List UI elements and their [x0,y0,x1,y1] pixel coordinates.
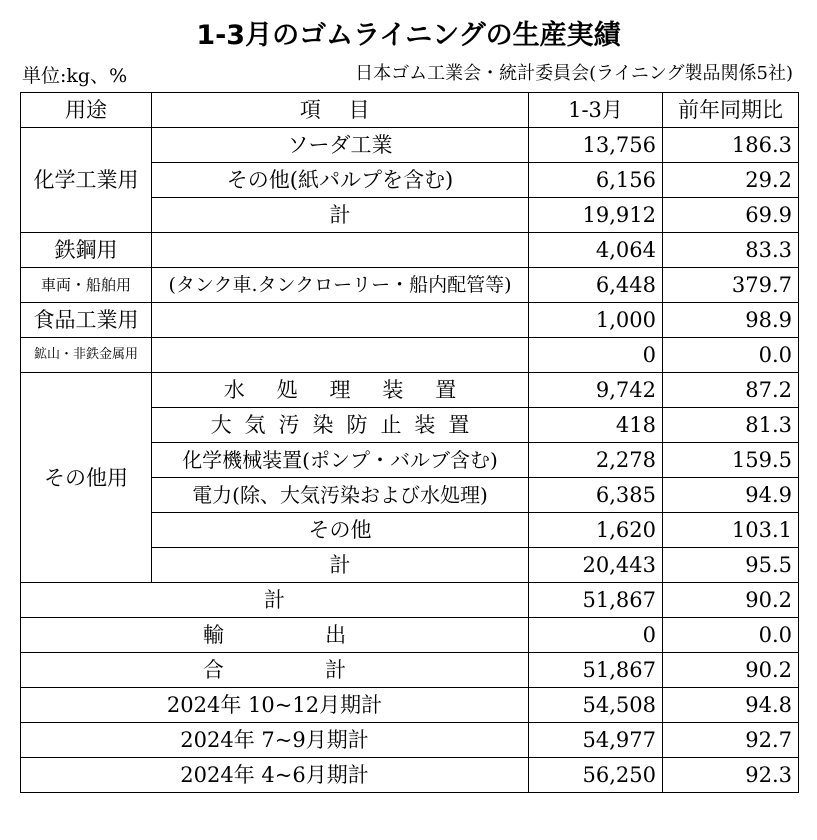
ratio-cell: 69.9 [663,198,799,233]
table-row [21,338,799,373]
ratio-cell: 0.0 [663,618,799,653]
item-cell: (タンク車.タンクローリー・船内配管等) [152,268,529,303]
item-cell: その他 [152,513,529,548]
ratio-cell: 94.9 [663,478,799,513]
value-cell: 51,867 [529,583,663,618]
ratio-cell: 81.3 [663,408,799,443]
total-row [21,583,799,618]
ratio-cell: 83.3 [663,233,799,268]
value-cell: 0 [529,338,663,373]
value-cell: 6,385 [529,478,663,513]
ratio-cell: 87.2 [663,373,799,408]
item-cell: 計 [152,198,529,233]
export-row [21,618,799,653]
category-steel: 鉄鋼用 [21,233,152,268]
value-cell: 0 [529,618,663,653]
item-cell [152,338,529,373]
ratio-cell: 379.7 [663,268,799,303]
previous-period-row [21,688,799,723]
ratio-cell: 90.2 [663,583,799,618]
category-vehicle: 車両・船舶用 [21,268,152,303]
previous-period-row [21,723,799,758]
value-cell: 54,977 [529,723,663,758]
header-item: 項 目 [152,93,529,128]
table-row [21,268,799,303]
total-label: 計 [21,583,529,618]
table-row [21,373,799,408]
category-chemical: 化学工業用 [21,128,152,233]
header-ratio: 前年同期比 [663,93,799,128]
ratio-cell: 159.5 [663,443,799,478]
previous-period-row [21,758,799,793]
value-cell: 54,508 [529,688,663,723]
ratio-cell: 90.2 [663,653,799,688]
item-cell: 電力(除、大気汚染および水処理) [152,478,529,513]
grand-total-label: 合 計 [21,653,529,688]
value-cell: 418 [529,408,663,443]
header-row [21,93,799,128]
ratio-cell: 95.5 [663,548,799,583]
header-use: 用途 [21,93,152,128]
header-period: 1-3月 [529,93,663,128]
category-mining: 鉱山・非鉄金属用 [21,338,152,373]
value-cell: 51,867 [529,653,663,688]
ratio-cell: 103.1 [663,513,799,548]
value-cell: 1,000 [529,303,663,338]
item-cell [152,233,529,268]
value-cell: 13,756 [529,128,663,163]
item-cell: その他(紙パルプを含む) [152,163,529,198]
ratio-cell: 186.3 [663,128,799,163]
production-table [20,92,799,793]
value-cell: 9,742 [529,373,663,408]
table-row [21,128,799,163]
value-cell: 4,064 [529,233,663,268]
grand-total-row [21,653,799,688]
export-label: 輸 出 [21,618,529,653]
item-cell: 計 [152,548,529,583]
ratio-cell: 0.0 [663,338,799,373]
ratio-cell: 92.7 [663,723,799,758]
unit-label: 単位:kg、% [22,65,128,87]
value-cell: 2,278 [529,443,663,478]
period-label: 2024年 10~12月期計 [21,688,529,723]
period-label: 2024年 7~9月期計 [21,723,529,758]
item-cell: 大 気 汚 染 防 止 装 置 [152,408,529,443]
table-row [21,303,799,338]
value-cell: 6,156 [529,163,663,198]
item-cell: ソーダ工業 [152,128,529,163]
category-food: 食品工業用 [21,303,152,338]
value-cell: 6,448 [529,268,663,303]
source-label: 日本ゴム工業会・統計委員会(ライニング製品関係5社) [355,63,793,84]
value-cell: 20,443 [529,548,663,583]
item-cell [152,303,529,338]
value-cell: 56,250 [529,758,663,793]
period-label: 2024年 4~6月期計 [21,758,529,793]
value-cell: 1,620 [529,513,663,548]
ratio-cell: 29.2 [663,163,799,198]
page-title: 1-3月のゴムライニングの生産実績 [196,20,621,51]
table-row [21,233,799,268]
ratio-cell: 94.8 [663,688,799,723]
item-cell: 水 処 理 装 置 [152,373,529,408]
ratio-cell: 98.9 [663,303,799,338]
value-cell: 19,912 [529,198,663,233]
category-other: その他用 [21,373,152,583]
ratio-cell: 92.3 [663,758,799,793]
item-cell: 化学機械装置(ポンプ・バルブ含む) [152,443,529,478]
